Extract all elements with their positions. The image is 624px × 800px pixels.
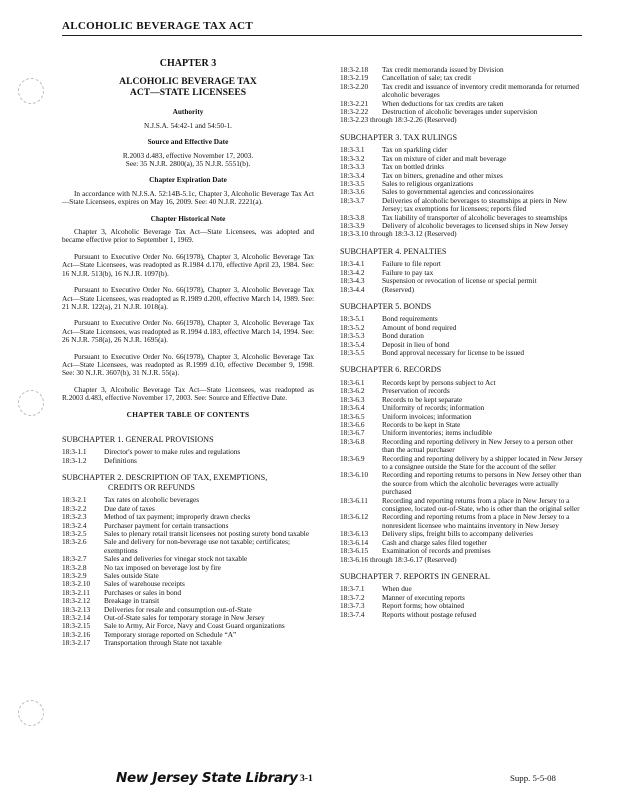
toc-row [340,471,585,496]
section-title: Bond duration [382,331,424,341]
section-number: 18:3-6.2 [340,386,365,396]
punch-hole-mark [18,700,44,726]
chapter-title [62,76,314,98]
section-title: Tax credit memoranda issued by Division [382,65,504,74]
section-title: Recording and reporting returns from a place in New Jersey to a nonresident licensee who maintains inventory in New Jersey [382,512,570,530]
subchapter-heading: SUBCHAPTER 7. REPORTS IN GENERAL [340,571,490,581]
toc-row [340,513,585,530]
section-title: Purchases or sales in bond [104,587,182,597]
toc-row [62,589,314,597]
section-title: Breakage in transit [104,596,160,606]
section-number: 18:3-3.8 [340,212,365,222]
toc-row [340,455,585,472]
section-title: Destruction of alcoholic beverages under supervision [382,107,538,117]
section-title: Tax on mixture of cider and malt beverage [382,153,507,163]
toc-row [62,538,314,555]
section-number: 18:3-2.15 [62,621,91,631]
punch-hole-mark [18,78,44,104]
section-title: Purchaser payment for certain transactions [104,520,229,530]
section-title: 18:3-6.16 through 18:3-6.17 (Reserved) [340,554,457,564]
history-paragraph: Chapter 3, Alcoholic Beverage Tax Act—State Licensees, was readopted as R.2003 d.483, effective November 17, 2003. See: Source and Effective Date. [62,384,314,403]
toc-row [340,497,585,514]
section-number: 18:3-5.4 [340,339,365,349]
section-number: 18:3-2.14 [62,612,91,622]
source-heading: Source and Effective Date [147,137,229,147]
toc-row [340,155,585,163]
section-title: Transportation through State not taxable [104,638,222,648]
toc-list [340,585,585,619]
toc-title: CHAPTER TABLE OF CONTENTS [126,409,250,419]
section-title: Preservation of records [382,386,450,396]
section-number: 18:3-6.10 [340,470,369,480]
section-title: Out-of-State sales for temporary storage in New Jersey [104,612,265,622]
section-title: Records to be kept separate [382,394,463,404]
history-paragraph: Pursuant to Executive Order No. 66(1978), Chapter 3, Alcoholic Beverage Tax Act—State Licensees, was readopted as R.1989 d.200, effective March 14, 1989. See: 21 N.J.R. 122(a), 21 N.J.R. 1018(a). [62,285,314,311]
section-title: No tax imposed on beverage lost by fire [104,562,221,572]
section-number: 18:3-2.5 [62,528,87,538]
section-number: 18:3-3.3 [340,162,365,172]
authority-text: N.J.S.A. 54:42-1 and 54:50-1. [144,120,232,130]
chapter-number: CHAPTER 3 [159,58,217,69]
subchapter-heading: SUBCHAPTER 4. PENALTIES [340,246,447,256]
toc-row [340,611,585,619]
section-title: Definitions [104,455,137,465]
section-number: 18:3-2.16 [62,629,91,639]
section-number: 18:3-3.2 [340,153,365,163]
subchapter-heading: SUBCHAPTER 5. BONDS [340,301,432,311]
section-number: 18:3-2.18 [340,65,369,74]
section-number: 18:3-6.1 [340,377,365,387]
section-number: 18:3-6.13 [340,529,369,539]
section-title: Tax on bottled drinks [382,162,445,172]
history-paragraph: Chapter 3, Alcoholic Beverage Tax Act—State Licensees, was adopted and became effective prior to September 1, 1969. [62,227,314,245]
subchapter-heading-line2: CREDITS OR REFUNDS [108,482,195,492]
running-header: ALCOHOLIC BEVERAGE TAX ACT [62,20,254,32]
section-number: 18:3-2.7 [62,554,87,564]
section-number: 18:3-5.1 [340,314,365,324]
section-title: Recording and reporting returns to persons in New Jersey other than the source from which the alcoholic beverages were actually purchased [382,470,582,497]
section-number: 18:3-1.2 [62,455,87,465]
section-number: 18:3-6.6 [340,420,365,429]
section-title: Deliveries for resale and consumption out-of-State [104,604,252,614]
section-number: 18:3-2.10 [62,579,91,589]
toc-list [340,315,585,357]
toc-list [340,146,585,238]
toc-row [340,315,585,323]
header-rule [62,35,582,36]
section-number: 18:3-3.7 [340,195,365,205]
section-number: 18:3-7.2 [340,592,365,602]
section-number: 18:3-2.2 [62,503,87,513]
section-title: 18:3-2.23 through 18:3-2.26 (Reserved) [340,115,457,125]
supplement-date: Supp. 5-5-08 [510,773,556,783]
section-number: 18:3-3.9 [340,221,365,230]
toc-row [62,448,314,456]
section-title: Records kept by persons subject to Act [382,377,496,387]
section-title: Sales to governmental agencies and concessionaires [382,187,534,197]
section-number: 18:3-2.19 [340,73,369,83]
toc-row [340,349,585,357]
section-title: (Reserved) [382,284,415,294]
section-title: Bond approval necessary for license to be issued [382,348,525,358]
section-number: 18:3-2.4 [62,520,87,530]
toc-list [340,66,585,125]
section-title: Tax rates on alcoholic beverages [104,495,200,505]
section-title: Amount of bond required [382,322,457,332]
toc-row [62,580,314,588]
section-title: Tax credit and issuance of inventory credit memoranda for returned alcoholic beverages [382,81,580,100]
section-number: 18:3-6.15 [340,546,369,556]
right-column [340,66,585,619]
section-title: Tax on bitters, grenadine and other mixes [382,170,503,180]
section-title: Recording and reporting delivery in New Jersey to a person other than the actual purchaser [382,436,573,455]
source-line2: See: 35 N.J.R. 2800(a), 35 N.J.R. 5551(b). [125,159,251,169]
section-number: 18:3-4.4 [340,284,365,294]
toc-row [340,260,585,268]
chapter-title-line1: ALCOHOLIC BEVERAGE TAX [119,76,257,88]
section-number: 18:3-2.3 [62,512,87,522]
expiration-text: In accordance with N.J.S.A. 52:14B-5.1c, Chapter 3, Alcoholic Beverage Tax Act—State Licensees, expires on May 16, 2009. See: 40 N.J.R. 2221(a). [62,188,314,207]
toc-row [62,639,314,647]
section-number: 18:3-7.1 [340,584,365,594]
section-title: Method of tax payment; improperly drawn checks [104,512,251,522]
toc-row [340,413,585,421]
section-title: Uniform invoices; information [382,411,472,421]
section-title: Deliveries of alcoholic beverages to steamships at piers in New Jersey; tax exemptions for licensees; reports filed [382,195,567,214]
toc-row [340,197,585,214]
punch-hole-mark [18,390,44,416]
section-number: 18:3-2.13 [62,604,91,614]
section-number: 18:3-2.12 [62,596,91,606]
section-title: Temporary storage reported on Schedule “A” [104,629,237,639]
section-number: 18:3-7.4 [340,609,365,619]
section-title: Records to be kept in State [382,420,461,429]
toc-row [340,387,585,395]
section-number: 18:3-7.3 [340,601,365,611]
section-number: 18:3-4.2 [340,267,365,277]
section-title: Sale to Army, Air Force, Navy and Coast Guard organizations [104,621,285,631]
toc-row [62,572,314,580]
section-number: 18:3-2.1 [62,495,87,505]
section-title: Manner of executing reports [382,592,465,602]
section-title: Cash and charge sales filed together [382,537,488,547]
section-number: 18:3-3.1 [340,145,365,155]
section-title: Recording and reporting delivery by a shipper located in New Jersey to a consignee outside the State for the account of the seller [382,453,583,472]
section-title: Report forms; how obtained [382,601,465,611]
section-number: 18:3-1.1 [62,447,87,457]
toc-row [340,379,585,387]
toc-row [340,116,585,124]
section-title: Uniformity of records; information [382,403,485,413]
section-title: Director's power to make rules and regulations [104,447,241,457]
section-title: Deposit in lieu of bond [382,339,450,349]
section-number: 18:3-2.20 [340,81,369,91]
section-title: Sale and delivery for non-beverage use not taxable; certificates; exemptions [104,537,290,555]
toc-list [340,260,585,294]
section-title: Suspension or revocation of license or special permit [382,276,537,286]
section-number: 18:3-5.2 [340,322,365,332]
history-paragraph: Pursuant to Executive Order No. 66(1978), Chapter 3, Alcoholic Beverage Tax Act—State Licensees, was readopted as R.1984 d.170, effective April 23, 1984. See: 16 N.J.R. 513(b), 16 N.J.R. 1097(b). [62,251,314,278]
section-title: Sales outside State [104,570,159,580]
section-number: 18:3-6.7 [340,428,365,438]
toc-row [340,230,585,238]
section-title: Delivery of alcoholic beverages to licensed ships in New Jersey [382,221,569,230]
chapter-title-line2: ACT—STATE LICENSEES [129,87,247,99]
subchapter-heading [62,473,314,492]
section-title: Sales of warehouse receipts [104,579,185,589]
section-number: 18:3-2.11 [62,587,90,597]
toc-row [340,556,585,564]
toc-row [340,332,585,340]
section-number: 18:3-6.9 [340,453,365,463]
section-title: 18:3-3.10 through 18:3-3.12 (Reserved) [340,229,457,239]
section-number: 18:3-6.14 [340,537,369,547]
section-title: Sales and deliveries for vinegar stock not taxable [104,554,248,564]
subchapter-heading: SUBCHAPTER 6. RECORDS [340,365,442,375]
section-number: 18:3-4.3 [340,276,365,286]
section-title: Cancellation of sale; tax credit [382,73,472,83]
section-number: 18:3-6.3 [340,394,365,404]
section-title: When due [382,584,412,594]
section-number: 18:3-6.8 [340,436,365,446]
section-title: Failure to pay tax [382,267,434,277]
toc-row [62,457,314,465]
section-number: 18:3-5.5 [340,348,365,358]
section-title: Tax on sparkling cider [382,145,448,155]
section-title: Sales to plenary retail transit licensees not posting surety bond taxable [104,528,310,538]
section-title: Sales to religious organizations [382,178,474,188]
history-paragraph: Pursuant to Executive Order No. 66(1978), Chapter 3, Alcoholic Beverage Tax Act—State Licensees, was readopted as R.1994 d.183, effective March 14, 1994. See: 26 N.J.R. 758(a), 26 N.J.R. 1695(a). [62,318,314,345]
section-number: 18:3-3.6 [340,187,365,197]
section-title: Bond requirements [382,314,438,324]
toc-list [340,379,585,564]
section-number: 18:3-6.12 [340,512,369,522]
subchapter-heading: SUBCHAPTER 1. GENERAL PROVISIONS [62,434,214,444]
section-number: 18:3-6.5 [340,411,365,421]
expiration-heading: Chapter Expiration Date [149,175,227,185]
section-number: 18:3-3.4 [340,170,365,180]
page-number: 3-1 [300,773,313,784]
section-title: Recording and reporting returns from a place in New Jersey to a consignee, located out-of-State, who is other than the original seller [382,495,580,514]
toc-row [340,286,585,294]
toc-row [340,438,585,455]
left-column [62,60,314,648]
section-title: Uniform inventories; items includible [382,428,493,438]
authority-heading: Authority [172,107,204,117]
section-number: 18:3-6.11 [340,495,368,505]
section-number: 18:3-2.6 [62,537,87,547]
toc-list [62,448,314,465]
section-title: Tax liability of transporter of alcoholic beverages to steamships [382,212,568,222]
source-text [62,152,314,169]
toc-row [340,324,585,332]
section-number: 18:3-2.17 [62,638,91,648]
section-title: Examination of records and premises [382,546,491,556]
section-title: Reports without postage refused [382,609,477,619]
library-logo: New Jersey State Library [116,770,298,786]
section-title: When deductions for tax credits are taken [382,98,504,108]
section-number: 18:3-2.9 [62,570,87,580]
subchapter-heading: SUBCHAPTER 3. TAX RULINGS [340,132,458,142]
section-title: Failure to file report [382,259,441,269]
section-number: 18:3-4.1 [340,259,365,269]
source-line1: R.2003 d.483, effective November 17, 2003. [122,150,254,160]
section-number: 18:3-5.3 [340,331,365,341]
section-number: 18:3-2.21 [340,98,369,108]
history-heading: Chapter Historical Note [150,213,226,223]
toc-list [62,496,314,647]
history-paragraph: Pursuant to Executive Order No. 66(1978), Chapter 3, Alcoholic Beverage Tax Act—State Licensees, was readopted as R.1999 d.10, effective December 9, 1998. See: 30 N.J.R. 3607(b), 31 N.J.R. 55(a). [62,351,314,378]
section-number: 18:3-3.5 [340,178,365,188]
toc-row [62,496,314,504]
section-number: 18:3-2.22 [340,107,369,117]
section-title: Due date of taxes [104,503,155,513]
toc-row [340,83,585,100]
subchapter-heading-line1: SUBCHAPTER 2. DESCRIPTION OF TAX, EXEMPTIONS, [62,473,268,483]
section-title: Delivery slips, freight bills to accompany deliveries [382,529,533,539]
toc-row [62,564,314,572]
toc-row [340,277,585,285]
section-number: 18:3-2.8 [62,562,87,572]
section-number: 18:3-6.4 [340,403,365,413]
